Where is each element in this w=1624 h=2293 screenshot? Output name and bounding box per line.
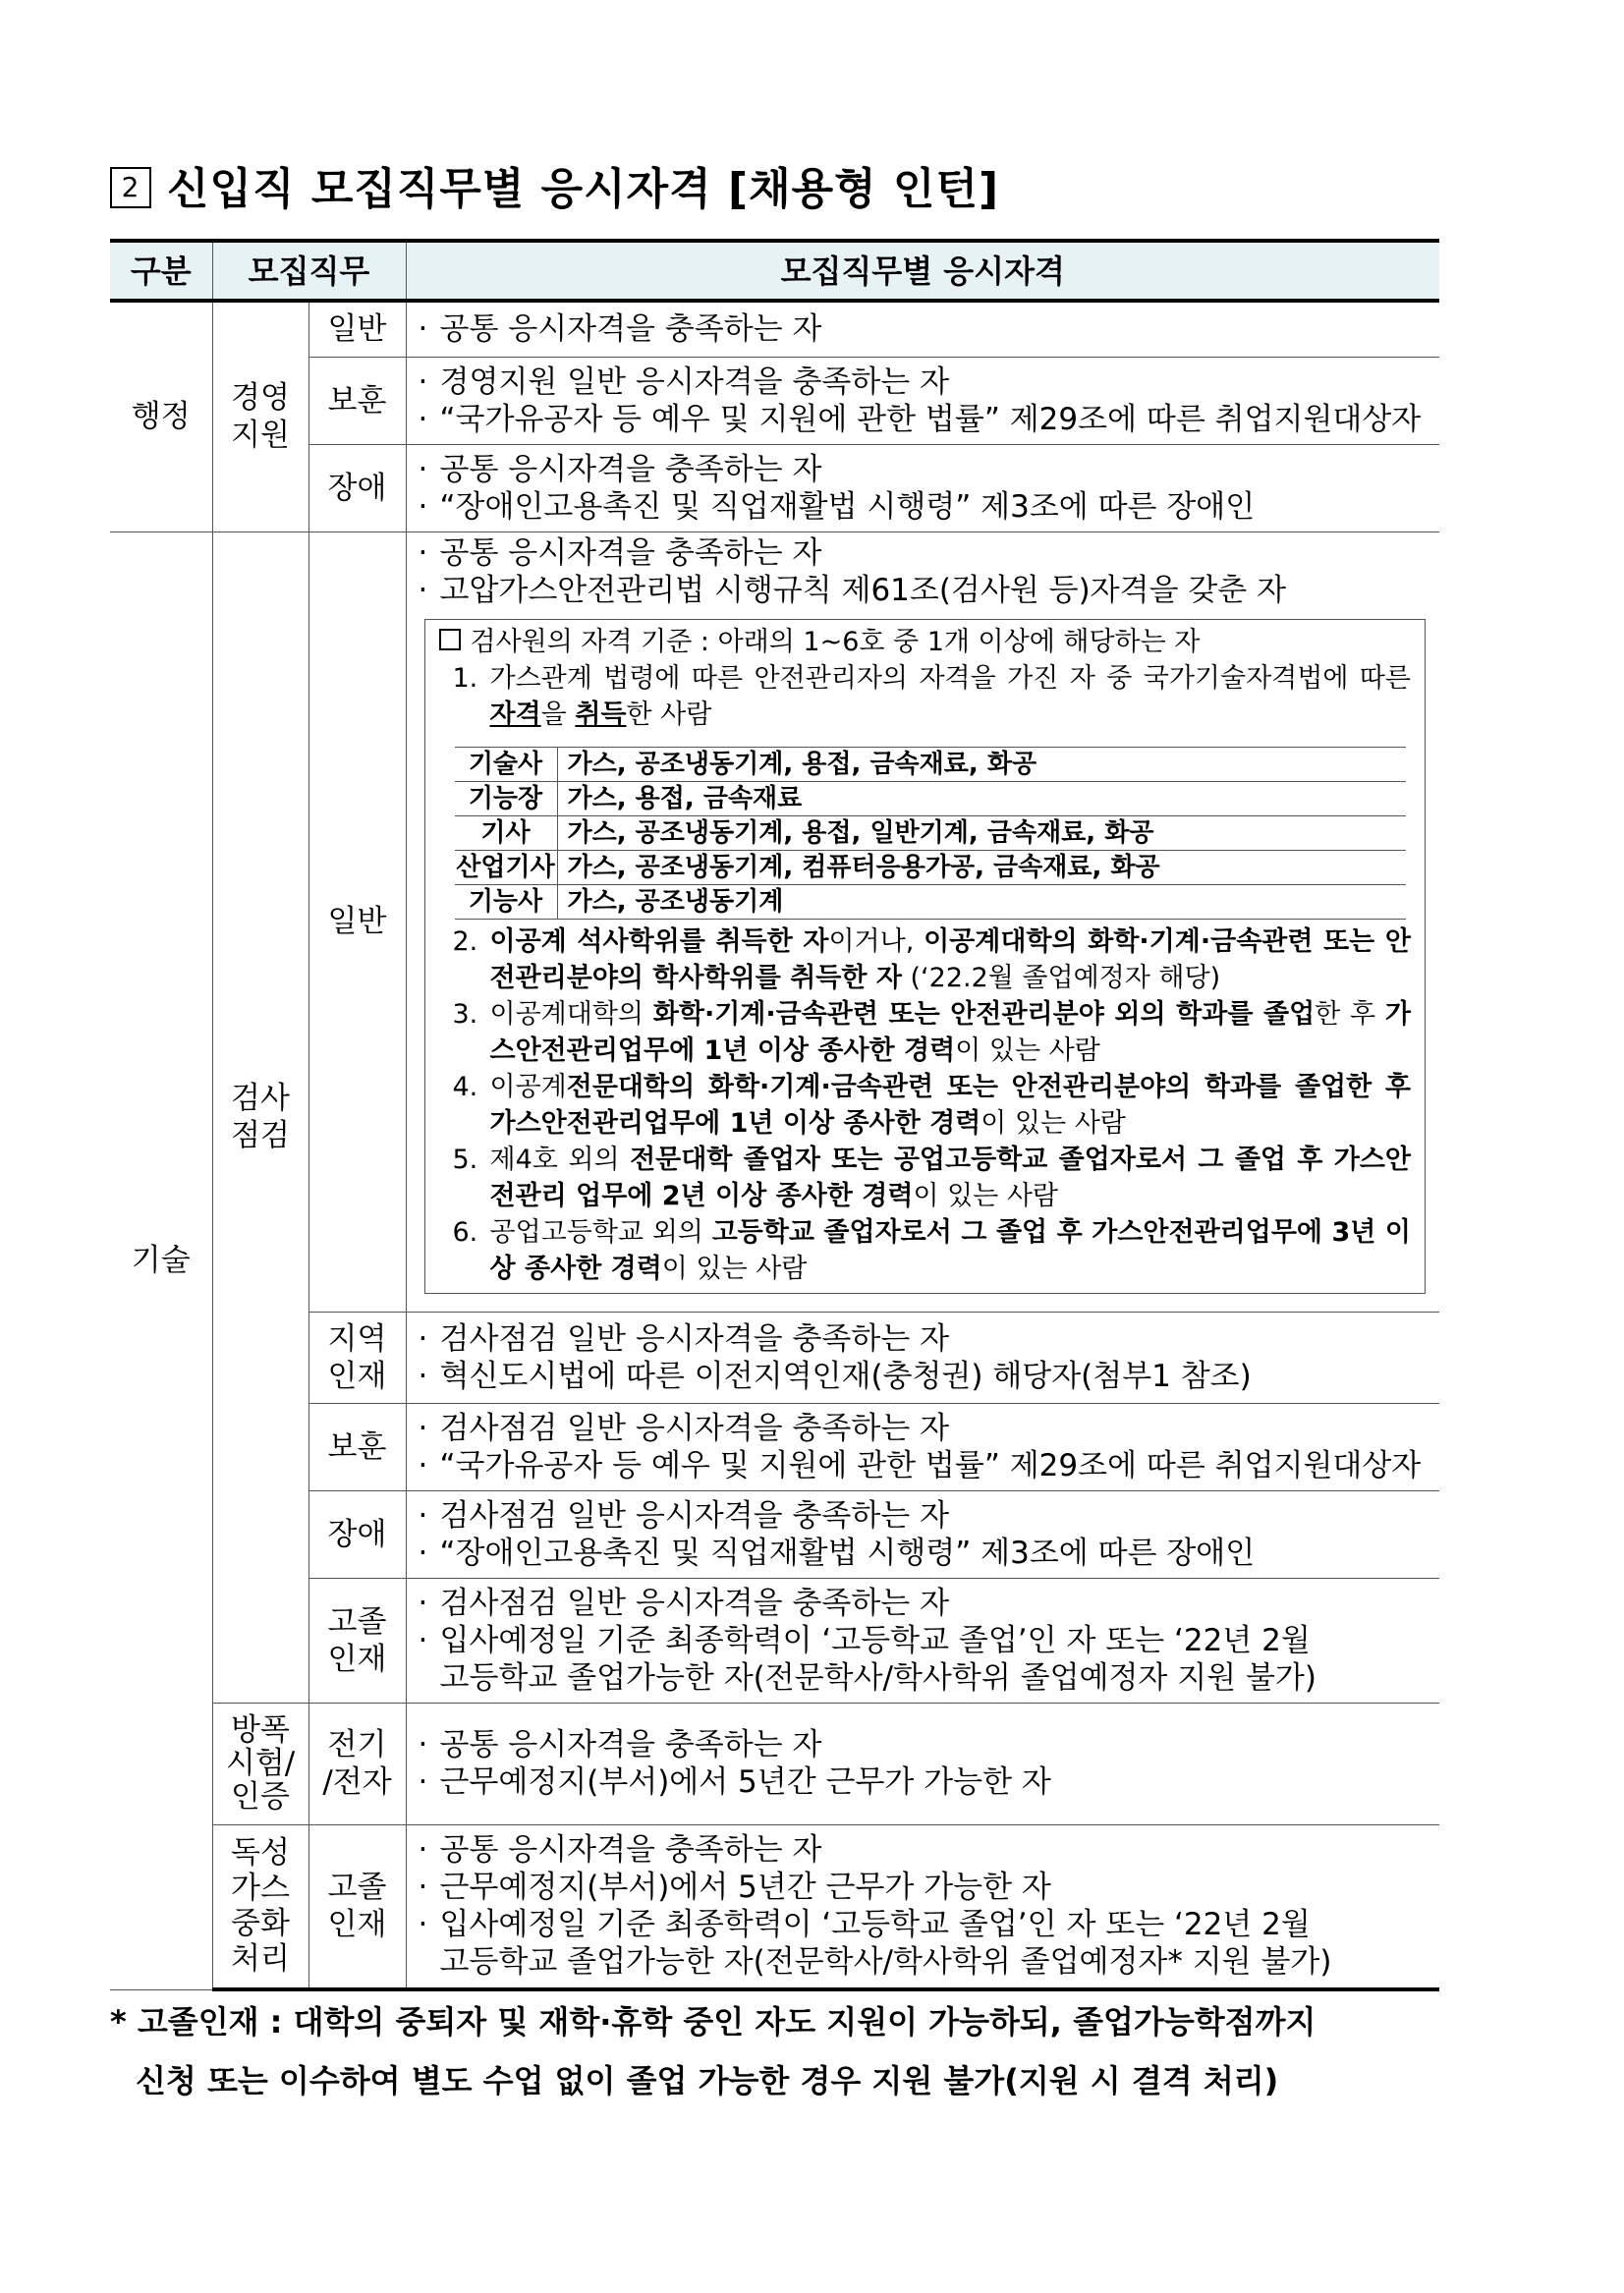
type-highschool: 고졸 인재 [308, 1578, 406, 1703]
table-row [110, 1403, 1439, 1490]
criteria-item: 2. 이공계 석사학위를 취득한 자이거나, 이공계대학의 화학·기계·금속관련 또는 안전관리분야의 학사학위를 취득한 자 (‘22.2월 졸업예정자 해당) [452, 925, 1411, 993]
table-row [110, 444, 1439, 531]
table-row: 기능장 가스, 용접, 금속재료 [455, 781, 1406, 815]
qual-line: “국가유공자 등 예우 및 지원에 관한 법률” 제29조에 따른 취업지원대상자 [439, 1447, 1422, 1483]
qualification-cell: · 검사점검 일반 응시자격을 충족하는 자 · 입사예정일 기준 최종학력이 ‘고등학교 졸업’인 자 또는 ‘22년 2월 고등학교 졸업가능한 자(전문학사/학사학위 졸업예정자 지원 불가) [406, 1578, 1439, 1703]
job-toxic-gas: 독성 가스 중화 처리 [212, 1824, 308, 1989]
qual-line: 공통 응시자격을 충족하는 자 [439, 534, 822, 571]
table-row: 기술사 가스, 공조냉동기계, 용접, 금속재료, 화공 [455, 747, 1406, 781]
qual-line: 혁신도시법에 따른 이전지역인재(충청권) 해당자(첨부1 참조) [439, 1358, 1252, 1394]
section-number-box: 2 [110, 167, 151, 208]
type-disabled: 장애 [308, 444, 406, 531]
qual-line: 공통 응시자격을 충족하는 자 [439, 1832, 822, 1869]
qual-line: 공통 응시자격을 충족하는 자 [439, 311, 822, 348]
qual-line: 입사예정일 기준 최종학력이 ‘고등학교 졸업’인 자 또는 ‘22년 2월 [439, 1907, 1311, 1943]
qualification-cell: · 검사점검 일반 응시자격을 충족하는 자 · “국가유공자 등 예우 및 지원에 관한 법률” 제29조에 따른 취업지원대상자 [406, 1403, 1439, 1490]
footnote-line: 신청 또는 이수하여 별도 수업 없이 졸업 가능한 경우 지원 불가(지원 시 결격 처리) [136, 2062, 1279, 2099]
criteria-item: 4. 이공계전문대학의 화학·기계·금속관련 또는 안전관리분야의 학과를 졸업한 후 가스안전관리업무에 1년 이상 종사한 경력이 있는 사람 [452, 1071, 1411, 1139]
qual-line: 검사점검 일반 응시자격을 충족하는 자 [439, 1410, 950, 1446]
type-general: 일반 [308, 301, 406, 357]
qualification-cell: · 공통 응시자격을 충족하는 자 · 근무예정지(부서)에서 5년간 근무가 가능한 자 · 입사예정일 기준 최종학력이 ‘고등학교 졸업’인 자 또는 ‘22년 2월 고등학교 졸업가능한 자(전문학사/학사학위 졸업예정자* 지원 불가) [406, 1824, 1439, 1989]
type-regional: 지역 인재 [308, 1312, 406, 1403]
qualification-table [110, 239, 1439, 1991]
qual-line: 고등학교 졸업가능한 자(전문학사/학사학위 졸업예정자* 지원 불가) [439, 1944, 1332, 1981]
qual-line: “장애인고용촉진 및 직업재활법 시행령” 제3조에 따른 장애인 [439, 1535, 1256, 1571]
table-row [110, 357, 1439, 444]
group-admin: 행정 [110, 301, 212, 531]
type-veteran: 보훈 [308, 357, 406, 444]
job-mgmt-support: 경영 지원 [212, 301, 308, 531]
job-inspection: 검사 점검 [212, 531, 308, 1703]
footnote [110, 1992, 1466, 2110]
qual-line: 경영지원 일반 응시자격을 충족하는 자 [439, 364, 950, 400]
qual-line: 공통 응시자격을 충족하는 자 [439, 451, 822, 487]
qualification-cell: · 공통 응시자격을 충족하는 자 · 고압가스안전관리법 시행규칙 제61조(검사원 등)자격을 갖춘 자 검사원의 자격 기준 : 아래의 1~6호 중 1개 이상에 해당하는 자 1. 가스관계 법령에 따른 안전관리자의 자격을 가진 자 중 국가기술자격법에 따른 자격을 취득한 사람 기술사 가스, 공조냉동기계, 용접, 금속재료, 화공 기능장 가스, 용접, 금속재료 기사 가스, 공조냉동기계, 용접, 일반기계, 금속재료, 화공 산업기사 가스, 공조냉동기계, 컴퓨터응용가공, 금속재료, 화공 기능사 가스, 공조냉동기계 2. 이공계 석사학위를 취득한 자이거나, 이공계대학의 화학·기계·금속관련 또는 안전관리분야의 학사학위를 취득한 자 (‘22.2월 졸업예정자 해당) 3. 이공계대학의 화학·기계·금속관련 또는 안전관리분야 외의 학과를 졸업한 후 가스안전관리업무에 1년 이상 종사한 경력이 있는 사람 4. 이공계전문대학의 화학·기계·금속관련 또는 안전관리분야의 학과를 졸업한 후 가스안전관리업무에 1년 이상 종사한 경력이 있는 사람 5. 제4호 외의 전문대학 졸업자 또는 공업고등학교 졸업자로서 그 졸업 후 가스안전관리 업무에 2년 이상 종사한 경력이 있는 사람 6. 공업고등학교 외의 고등학교 졸업자로서 그 졸업 후 가스안전관리업무에 3년 이상 종사한 경력이 있는 사람 [406, 531, 1439, 1312]
table-row: 기사 가스, 공조냉동기계, 용접, 일반기계, 금속재료, 화공 [455, 815, 1406, 850]
checkbox-square-icon [439, 629, 461, 650]
qualification-cell: · 검사점검 일반 응시자격을 충족하는 자 · 혁신도시법에 따른 이전지역인재(충청권) 해당자(첨부1 참조) [406, 1312, 1439, 1403]
group-tech: 기술 [110, 531, 212, 1989]
qual-line: “국가유공자 등 예우 및 지원에 관한 법률” 제29조에 따른 취업지원대상자 [439, 401, 1422, 437]
table-row [110, 1490, 1439, 1578]
criteria-item: 1. 가스관계 법령에 따른 안전관리자의 자격을 가진 자 중 국가기술자격법에 따른 자격을 취득한 사람 [452, 662, 1411, 730]
certificate-table [455, 747, 1406, 920]
criteria-item: 6. 공업고등학교 외의 고등학교 졸업자로서 그 졸업 후 가스안전관리업무에 3년 이상 종사한 경력이 있는 사람 [452, 1216, 1411, 1284]
qual-line: 근무예정지(부서)에서 5년간 근무가 가능한 자 [439, 1870, 1051, 1906]
qual-line: 검사점검 일반 응시자격을 충족하는 자 [439, 1497, 950, 1534]
qual-line: 입사예정일 기준 최종학력이 ‘고등학교 졸업’인 자 또는 ‘22년 2월 [439, 1622, 1311, 1658]
header-category: 구분 [110, 241, 212, 301]
table-row [110, 1578, 1439, 1703]
table-row [110, 1703, 1439, 1824]
qualification-cell: · 검사점검 일반 응시자격을 충족하는 자 · “장애인고용촉진 및 직업재활법 시행령” 제3조에 따른 장애인 [406, 1490, 1439, 1578]
footnote-line: * 고졸인재 : 대학의 중퇴자 및 재학·휴학 중인 자도 지원이 가능하되, 졸업가능학점까지 [110, 2003, 1316, 2041]
inspector-criteria-box [424, 619, 1427, 1294]
section-title-text: 신입직 모집직무별 응시자격 [채용형 인턴] [167, 164, 1000, 214]
qual-line: 고압가스안전관리법 시행규칙 제61조(검사원 등)자격을 갖춘 자 [439, 572, 1287, 608]
page-title [110, 153, 999, 216]
qualification-cell: · 공통 응시자격을 충족하는 자 · 근무예정지(부서)에서 5년간 근무가 가능한 자 [406, 1703, 1439, 1824]
qual-line: 검사점검 일반 응시자격을 충족하는 자 [439, 1585, 950, 1621]
qual-line: “장애인고용촉진 및 직업재활법 시행령” 제3조에 따른 장애인 [439, 488, 1256, 525]
header-qualification: 모집직무별 응시자격 [406, 241, 1439, 301]
qual-line: 검사점검 일반 응시자격을 충족하는 자 [439, 1320, 950, 1357]
type-veteran: 보훈 [308, 1403, 406, 1490]
qualification-cell: · 경영지원 일반 응시자격을 충족하는 자 · “국가유공자 등 예우 및 지원에 관한 법률” 제29조에 따른 취업지원대상자 [406, 357, 1439, 444]
qual-line: 공통 응시자격을 충족하는 자 [439, 1727, 822, 1762]
header-job: 모집직무 [212, 241, 406, 301]
table-row [110, 531, 1439, 1312]
table-row [110, 1312, 1439, 1403]
criteria-item: 5. 제4호 외의 전문대학 졸업자 또는 공업고등학교 졸업자로서 그 졸업 후 가스안전관리 업무에 2년 이상 종사한 경력이 있는 사람 [452, 1144, 1411, 1211]
table-header-row [110, 241, 1439, 301]
type-general: 일반 [308, 531, 406, 1312]
qual-line: 근무예정지(부서)에서 5년간 근무가 가능한 자 [439, 1764, 1051, 1800]
qualification-cell: · 공통 응시자격을 충족하는 자 · “장애인고용촉진 및 직업재활법 시행령” 제3조에 따른 장애인 [406, 444, 1439, 531]
table-row [110, 1824, 1439, 1989]
table-row: 기능사 가스, 공조냉동기계 [455, 884, 1406, 919]
table-row: 산업기사 가스, 공조냉동기계, 컴퓨터응용가공, 금속재료, 화공 [455, 850, 1406, 884]
criteria-item: 3. 이공계대학의 화학·기계·금속관련 또는 안전관리분야 외의 학과를 졸업한 후 가스안전관리업무에 1년 이상 종사한 경력이 있는 사람 [452, 998, 1411, 1066]
qualification-cell: · 공통 응시자격을 충족하는 자 [406, 301, 1439, 357]
criteria-heading: 검사원의 자격 기준 : 아래의 1~6호 중 1개 이상에 해당하는 자 [439, 624, 1412, 660]
type-highschool: 고졸 인재 [308, 1824, 406, 1989]
qual-line: 고등학교 졸업가능한 자(전문학사/학사학위 졸업예정자 지원 불가) [439, 1659, 1316, 1696]
type-disabled: 장애 [308, 1490, 406, 1578]
job-explosion-proof: 방폭 시험/ 인증 [212, 1703, 308, 1824]
type-electrical: 전기 /전자 [308, 1703, 406, 1824]
table-row [110, 301, 1439, 357]
